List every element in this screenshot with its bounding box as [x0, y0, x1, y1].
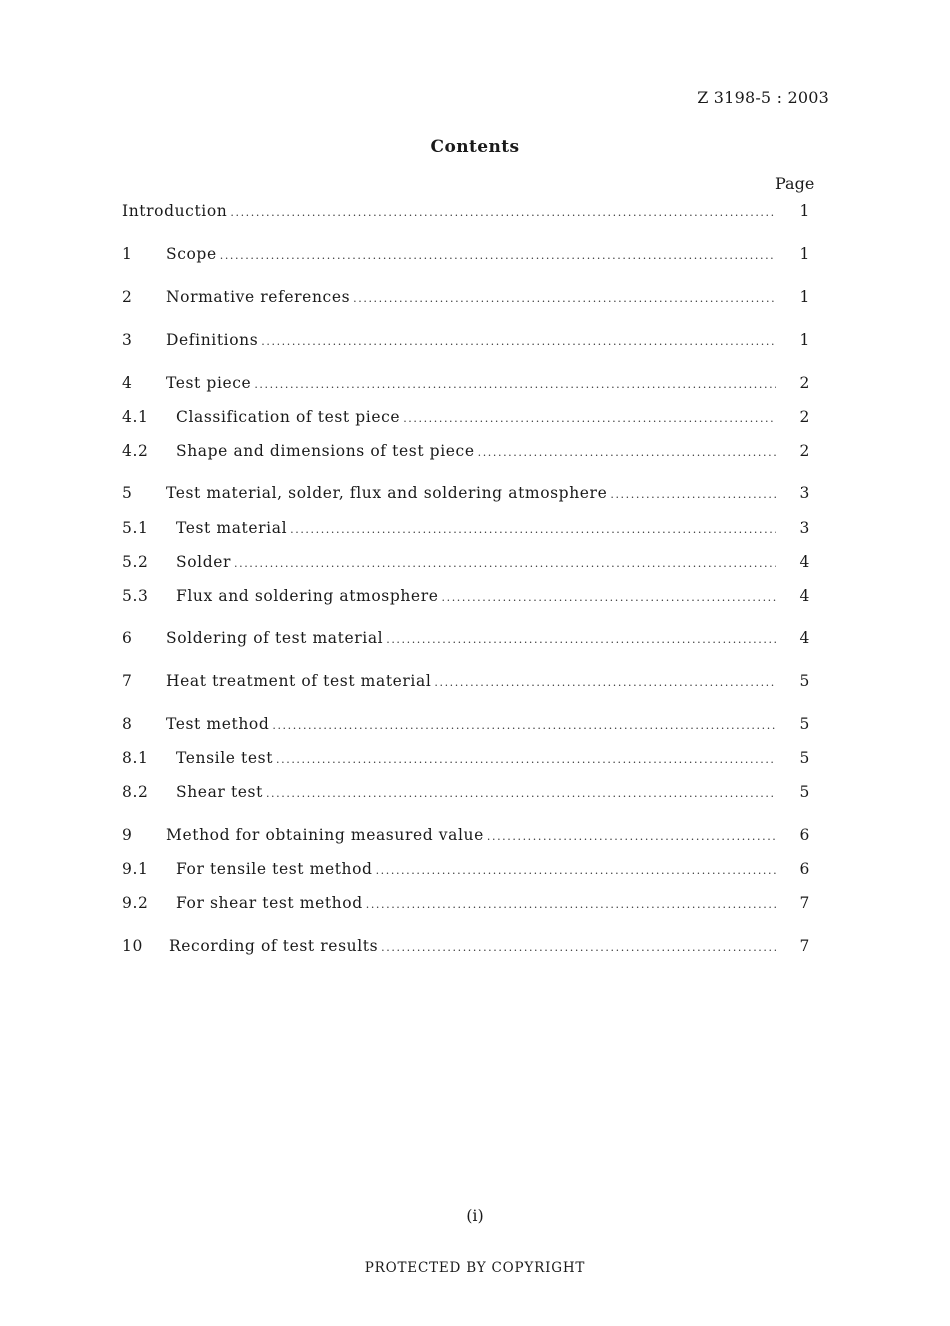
toc-entry-title: Test method [166, 715, 270, 733]
toc-entry-page: 2 [799, 374, 810, 392]
toc-entry-8[interactable] [122, 715, 810, 737]
toc-entry-number: 5.2 [122, 553, 149, 571]
toc-entry-5-2[interactable] [122, 553, 810, 575]
toc-entry-page: 3 [799, 519, 810, 537]
toc-entry-title: For tensile test method [176, 860, 373, 878]
toc-entry-introduction[interactable] [122, 202, 810, 224]
toc-entry-number: 8.1 [122, 749, 149, 767]
toc-entry-page: 1 [799, 245, 810, 263]
toc-dot-leader [434, 676, 776, 689]
toc-dot-leader [261, 335, 776, 348]
toc-entry-9-1[interactable] [122, 860, 810, 882]
toc-dot-leader [381, 941, 776, 954]
toc-entry-title: Shape and dimensions of test piece [176, 442, 475, 460]
toc-entry-number: 9 [122, 826, 133, 844]
toc-dot-leader [266, 787, 776, 800]
toc-entry-page: 5 [799, 749, 810, 767]
toc-entry-title: Normative references [166, 288, 351, 306]
toc-dot-leader [487, 830, 776, 843]
toc-entry-9[interactable] [122, 826, 810, 848]
toc-entry-page: 1 [799, 288, 810, 306]
toc-entry-number: 9.1 [122, 860, 149, 878]
toc-entry-10[interactable] [122, 937, 810, 959]
toc-entry-7[interactable] [122, 672, 810, 694]
toc-entry-2[interactable] [122, 288, 810, 310]
toc-entry-5-1[interactable] [122, 519, 810, 541]
toc-entry-number: 1 [122, 245, 133, 263]
toc-entry-page: 3 [799, 484, 810, 502]
toc-entry-number: 3 [122, 331, 133, 349]
toc-entry-number: 8 [122, 715, 133, 733]
copyright-notice: PROTECTED BY COPYRIGHT [364, 1260, 586, 1276]
toc-entry-page: 6 [799, 860, 810, 878]
toc-entry-page: 5 [799, 783, 810, 801]
toc-entry-title: Classification of test piece [176, 408, 401, 426]
toc-entry-title: Introduction [122, 202, 228, 220]
toc-entry-number: 8.2 [122, 783, 149, 801]
toc-dot-leader [366, 898, 776, 911]
toc-entry-page: 5 [799, 672, 810, 690]
toc-entry-page: 1 [799, 202, 810, 220]
toc-dot-leader [254, 378, 776, 391]
toc-entry-number: 5.1 [122, 519, 149, 537]
toc-entry-number: 9.2 [122, 894, 149, 912]
toc-entry-title: Definitions [166, 331, 259, 349]
toc-entry-number: 5.3 [122, 587, 149, 605]
document-code: Z 3198-5 : 2003 [697, 88, 829, 107]
toc-entry-4-2[interactable] [122, 442, 810, 464]
toc-dot-leader [386, 633, 776, 646]
toc-entry-title: Solder [176, 553, 232, 571]
toc-entry-8-1[interactable] [122, 749, 810, 771]
toc-dot-leader [376, 864, 776, 877]
toc-entry-number: 6 [122, 629, 133, 647]
toc-entry-number: 7 [122, 672, 133, 690]
toc-entry-title: Test material [176, 519, 288, 537]
toc-entry-5[interactable] [122, 484, 810, 506]
toc-entry-title: Flux and soldering atmosphere [176, 587, 439, 605]
toc-entry-number: 10 [122, 937, 143, 955]
toc-entry-title: Recording of test results [169, 937, 379, 955]
toc-dot-leader [610, 488, 776, 501]
toc-entry-title: Shear test [176, 783, 263, 801]
toc-dot-leader [478, 446, 776, 459]
toc-entry-number: 4.2 [122, 442, 149, 460]
toc-entry-1[interactable] [122, 245, 810, 267]
toc-entry-page: 7 [799, 894, 810, 912]
toc-entry-title: Soldering of test material [166, 629, 384, 647]
toc-dot-leader [220, 249, 776, 262]
toc-entry-title: Heat treatment of test material [166, 672, 432, 690]
toc-entry-title: For shear test method [176, 894, 363, 912]
toc-dot-leader [230, 206, 776, 219]
toc-entry-3[interactable] [122, 331, 810, 353]
toc-entry-6[interactable] [122, 629, 810, 651]
toc-entry-number: 2 [122, 288, 133, 306]
toc-entry-title: Scope [166, 245, 217, 263]
toc-dot-leader [272, 719, 776, 732]
toc-entry-title: Test piece [166, 374, 252, 392]
contents-title: Contents [430, 137, 520, 157]
toc-entry-title: Method for obtaining measured value [166, 826, 484, 844]
toc-entry-page: 2 [799, 442, 810, 460]
page-column-header: Page [775, 174, 815, 193]
toc-dot-leader [353, 292, 776, 305]
page-folio: (i) [466, 1206, 484, 1225]
toc-entry-title: Tensile test [176, 749, 274, 767]
toc-entry-5-3[interactable] [122, 587, 810, 609]
toc-entry-4-1[interactable] [122, 408, 810, 430]
toc-entry-page: 4 [799, 553, 810, 571]
toc-entry-page: 6 [799, 826, 810, 844]
toc-dot-leader [276, 753, 776, 766]
toc-entry-page: 2 [799, 408, 810, 426]
toc-dot-leader [234, 557, 776, 570]
toc-entry-page: 4 [799, 587, 810, 605]
toc-entry-number: 4 [122, 374, 133, 392]
toc-entry-8-2[interactable] [122, 783, 810, 805]
toc-entry-9-2[interactable] [122, 894, 810, 916]
toc-entry-4[interactable] [122, 374, 810, 396]
toc-entry-title: Test material, solder, flux and soldering atmosphere [166, 484, 608, 502]
toc-dot-leader [403, 412, 776, 425]
toc-entry-page: 4 [799, 629, 810, 647]
toc-dot-leader [442, 591, 777, 604]
toc-entry-page: 7 [799, 937, 810, 955]
toc-dot-leader [290, 523, 776, 536]
toc-entry-number: 4.1 [122, 408, 149, 426]
toc-entry-number: 5 [122, 484, 133, 502]
toc-entry-page: 1 [799, 331, 810, 349]
toc-entry-page: 5 [799, 715, 810, 733]
